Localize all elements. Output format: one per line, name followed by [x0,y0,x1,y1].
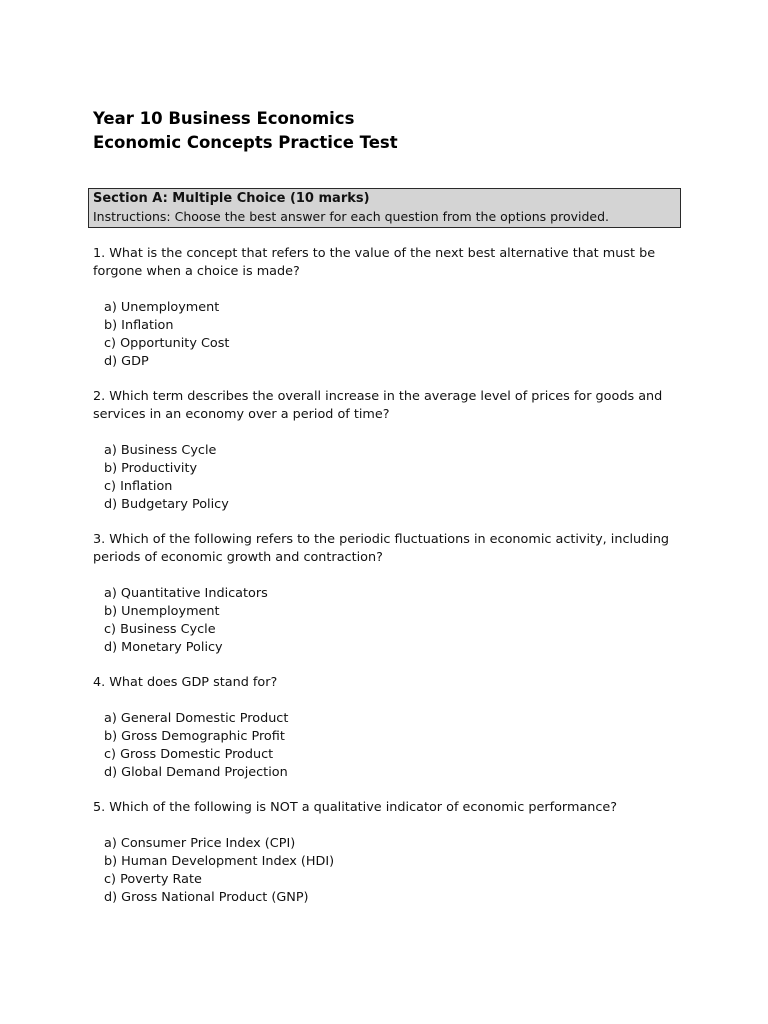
option-b: b) Human Development Index (HDI) [104,854,335,869]
option-a: a) General Domestic Product [104,711,289,726]
question-stem [93,674,683,692]
option-c: c) Business Cycle [104,622,216,637]
question-1 [93,245,683,371]
option-list [93,585,683,657]
option-d: d) Budgetary Policy [104,497,229,512]
question-list [93,245,683,924]
option-a: a) Business Cycle [104,443,217,458]
question-3 [93,531,683,657]
section-a-box [88,188,681,228]
option-b: b) Productivity [104,461,198,476]
option-a: a) Quantitative Indicators [104,586,268,601]
section-instructions: Instructions: Choose the best answer for each question from the options provided. [93,209,610,224]
question-stem-line: 5. Which of the following is NOT a qualitative indicator of economic performance? [93,800,618,815]
question-stem-line: 2. Which term describes the overall increase in the average level of prices for goods and [93,389,663,404]
option-b: b) Unemployment [104,604,220,619]
section-heading: Section A: Multiple Choice (10 marks) [93,191,370,206]
option-d: d) Gross National Product (GNP) [104,890,309,905]
question-stem-line: services in an economy over a period of time? [93,407,390,422]
option-list [93,299,683,371]
title-line-1: Year 10 Business Economics [93,109,355,128]
question-stem-line: 4. What does GDP stand for? [93,675,278,690]
option-c: c) Opportunity Cost [104,336,230,351]
option-list [93,835,683,907]
option-d: d) GDP [104,354,149,369]
question-stem-line: periods of economic growth and contraction? [93,550,383,565]
option-b: b) Inflation [104,318,174,333]
question-stem [93,388,683,424]
option-b: b) Gross Demographic Profit [104,729,285,744]
question-4 [93,674,683,782]
document-title [93,107,398,154]
option-a: a) Consumer Price Index (CPI) [104,836,296,851]
option-c: c) Gross Domestic Product [104,747,274,762]
question-stem [93,531,683,567]
option-a: a) Unemployment [104,300,220,315]
question-stem-line: 3. Which of the following refers to the periodic fluctuations in economic activity, including [93,532,670,547]
question-stem-line: forgone when a choice is made? [93,264,300,279]
question-stem [93,245,683,281]
option-c: c) Poverty Rate [104,872,202,887]
question-5 [93,799,683,907]
question-stem [93,799,683,817]
question-stem-line: 1. What is the concept that refers to the value of the next best alternative that must be [93,246,656,261]
title-line-2: Economic Concepts Practice Test [93,132,398,152]
option-d: d) Monetary Policy [104,640,223,655]
option-list [93,442,683,514]
option-d: d) Global Demand Projection [104,765,288,780]
option-list [93,710,683,782]
question-2 [93,388,683,514]
option-c: c) Inflation [104,479,173,494]
